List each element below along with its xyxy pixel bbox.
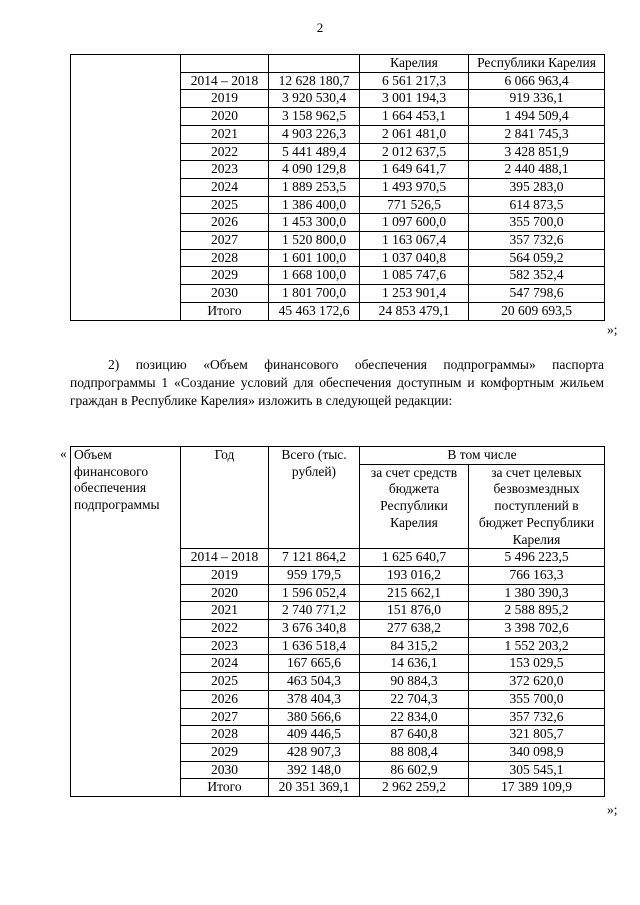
value-cell: 380 566,6 [269,708,360,726]
header-cell: Республики Карелия [469,55,605,73]
value-cell: 582 352,4 [469,267,605,285]
year-cell: 2029 [181,743,269,761]
header-cell [181,55,269,73]
value-cell: 1 453 300,0 [269,214,360,232]
table-header-row [71,55,605,73]
value-cell: 2 740 771,2 [269,602,360,620]
year-cell: 2027 [181,708,269,726]
value-cell: 1 493 970,5 [360,178,469,196]
col-year-header: Год [181,447,269,549]
value-cell: 45 463 172,6 [269,302,360,320]
value-cell: 771 526,5 [360,196,469,214]
year-cell: 2024 [181,655,269,673]
year-cell: 2023 [181,637,269,655]
value-cell: 305 545,1 [469,761,605,779]
value-cell: 378 404,3 [269,690,360,708]
value-cell: 12 628 180,7 [269,72,360,90]
year-cell: Итого [181,302,269,320]
col-including-header: В том числе [360,447,605,465]
label-cell [71,55,181,321]
financing-table-subprogram [70,446,605,797]
financing-table-program [70,54,605,321]
value-cell: 614 873,5 [469,196,605,214]
value-cell: 1 380 390,3 [469,584,605,602]
value-cell: 2 440 488,1 [469,161,605,179]
value-cell: 277 638,2 [360,620,469,638]
col-grants-header: за счет целевых безвозмездных поступлений в бюджет Республики Карелия [469,464,605,549]
value-cell: 564 059,2 [469,249,605,267]
value-cell: 428 907,3 [269,743,360,761]
value-cell: 959 179,5 [269,566,360,584]
value-cell: 3 158 962,5 [269,108,360,126]
value-cell: 2 012 637,5 [360,143,469,161]
value-cell: 547 798,6 [469,285,605,303]
value-cell: 2 061 481,0 [360,125,469,143]
closing-quote: »; [607,802,618,817]
value-cell: 1 520 800,0 [269,232,360,250]
value-cell: 321 805,7 [469,726,605,744]
value-cell: 6 561 217,3 [360,72,469,90]
header-cell: Карелия [360,55,469,73]
value-cell: 357 732,6 [469,232,605,250]
value-cell: 22 834,0 [360,708,469,726]
value-cell: 20 351 369,1 [269,779,360,797]
year-cell: 2026 [181,690,269,708]
value-cell: 1 636 518,4 [269,637,360,655]
value-cell: 1 386 400,0 [269,196,360,214]
year-cell: 2026 [181,214,269,232]
value-cell: 3 428 851,9 [469,143,605,161]
table-header-row [71,447,605,465]
value-cell: 1 494 509,4 [469,108,605,126]
year-cell: 2019 [181,566,269,584]
value-cell: 3 920 530,4 [269,90,360,108]
value-cell: 84 315,2 [360,637,469,655]
year-cell: 2014 – 2018 [181,72,269,90]
value-cell: 340 098,9 [469,743,605,761]
value-cell: 6 066 963,4 [469,72,605,90]
value-cell: 151 876,0 [360,602,469,620]
year-cell: 2027 [181,232,269,250]
value-cell: 2 841 745,3 [469,125,605,143]
year-cell: 2029 [181,267,269,285]
value-cell: 215 662,1 [360,584,469,602]
value-cell: 4 903 226,3 [269,125,360,143]
year-cell: 2014 – 2018 [181,549,269,567]
value-cell: 153 029,5 [469,655,605,673]
year-cell: 2025 [181,196,269,214]
value-cell: 1 889 253,5 [269,178,360,196]
col-total-header: Всего (тыс. рублей) [269,447,360,549]
value-cell: 3 676 340,8 [269,620,360,638]
value-cell: 20 609 693,5 [469,302,605,320]
value-cell: 1 601 100,0 [269,249,360,267]
year-cell: 2022 [181,143,269,161]
year-cell: 2024 [181,178,269,196]
value-cell: 919 336,1 [469,90,605,108]
opening-quote: « [60,446,67,461]
value-cell: 1 163 067,4 [360,232,469,250]
value-cell: 193 016,2 [360,566,469,584]
value-cell: 2 588 895,2 [469,602,605,620]
value-cell: 409 446,5 [269,726,360,744]
value-cell: 24 853 479,1 [360,302,469,320]
value-cell: 2 962 259,2 [360,779,469,797]
value-cell: 1 085 747,6 [360,267,469,285]
value-cell: 1 625 640,7 [360,549,469,567]
year-cell: 2021 [181,602,269,620]
value-cell: 1 668 100,0 [269,267,360,285]
value-cell: 4 090 129,8 [269,161,360,179]
value-cell: 1 664 453,1 [360,108,469,126]
year-cell: 2030 [181,285,269,303]
value-cell: 22 704,3 [360,690,469,708]
value-cell: 167 665,6 [269,655,360,673]
value-cell: 1 037 040,8 [360,249,469,267]
col-budget-header: за счет средств бюджета Республики Карелия [360,464,469,549]
year-cell: 2030 [181,761,269,779]
value-cell: 355 700,0 [469,690,605,708]
header-cell [269,55,360,73]
year-cell: 2019 [181,90,269,108]
page-number: 2 [316,20,324,35]
year-cell: 2022 [181,620,269,638]
year-cell: 2020 [181,108,269,126]
year-cell: 2028 [181,249,269,267]
value-cell: 86 602,9 [360,761,469,779]
closing-quote: »; [607,322,618,337]
year-cell: 2021 [181,125,269,143]
amendment-paragraph: 2) позицию «Объем финансового обеспечения подпрограммы» паспорта подпрограммы 1 «Создание условий для обеспечения доступным и комфортным жильем граждан в Республике Карелия» изложить в следующей редакции: [70,357,604,408]
value-cell: 90 884,3 [360,673,469,691]
value-cell: 372 620,0 [469,673,605,691]
value-cell: 5 496 223,5 [469,549,605,567]
label-cell: Объем финансового обеспечения подпрограммы [71,447,181,797]
year-cell: 2028 [181,726,269,744]
value-cell: 7 121 864,2 [269,549,360,567]
year-cell: 2023 [181,161,269,179]
value-cell: 463 504,3 [269,673,360,691]
value-cell: 87 640,8 [360,726,469,744]
value-cell: 88 808,4 [360,743,469,761]
value-cell: 766 163,3 [469,566,605,584]
value-cell: 14 636,1 [360,655,469,673]
value-cell: 355 700,0 [469,214,605,232]
year-cell: 2025 [181,673,269,691]
value-cell: 3 398 702,6 [469,620,605,638]
value-cell: 3 001 194,3 [360,90,469,108]
value-cell: 392 148,0 [269,761,360,779]
year-cell: Итого [181,779,269,797]
value-cell: 5 441 489,4 [269,143,360,161]
value-cell: 1 596 052,4 [269,584,360,602]
value-cell: 357 732,6 [469,708,605,726]
year-cell: 2020 [181,584,269,602]
value-cell: 17 389 109,9 [469,779,605,797]
value-cell: 1 253 901,4 [360,285,469,303]
value-cell: 1 552 203,2 [469,637,605,655]
value-cell: 1 097 600,0 [360,214,469,232]
value-cell: 395 283,0 [469,178,605,196]
value-cell: 1 801 700,0 [269,285,360,303]
value-cell: 1 649 641,7 [360,161,469,179]
